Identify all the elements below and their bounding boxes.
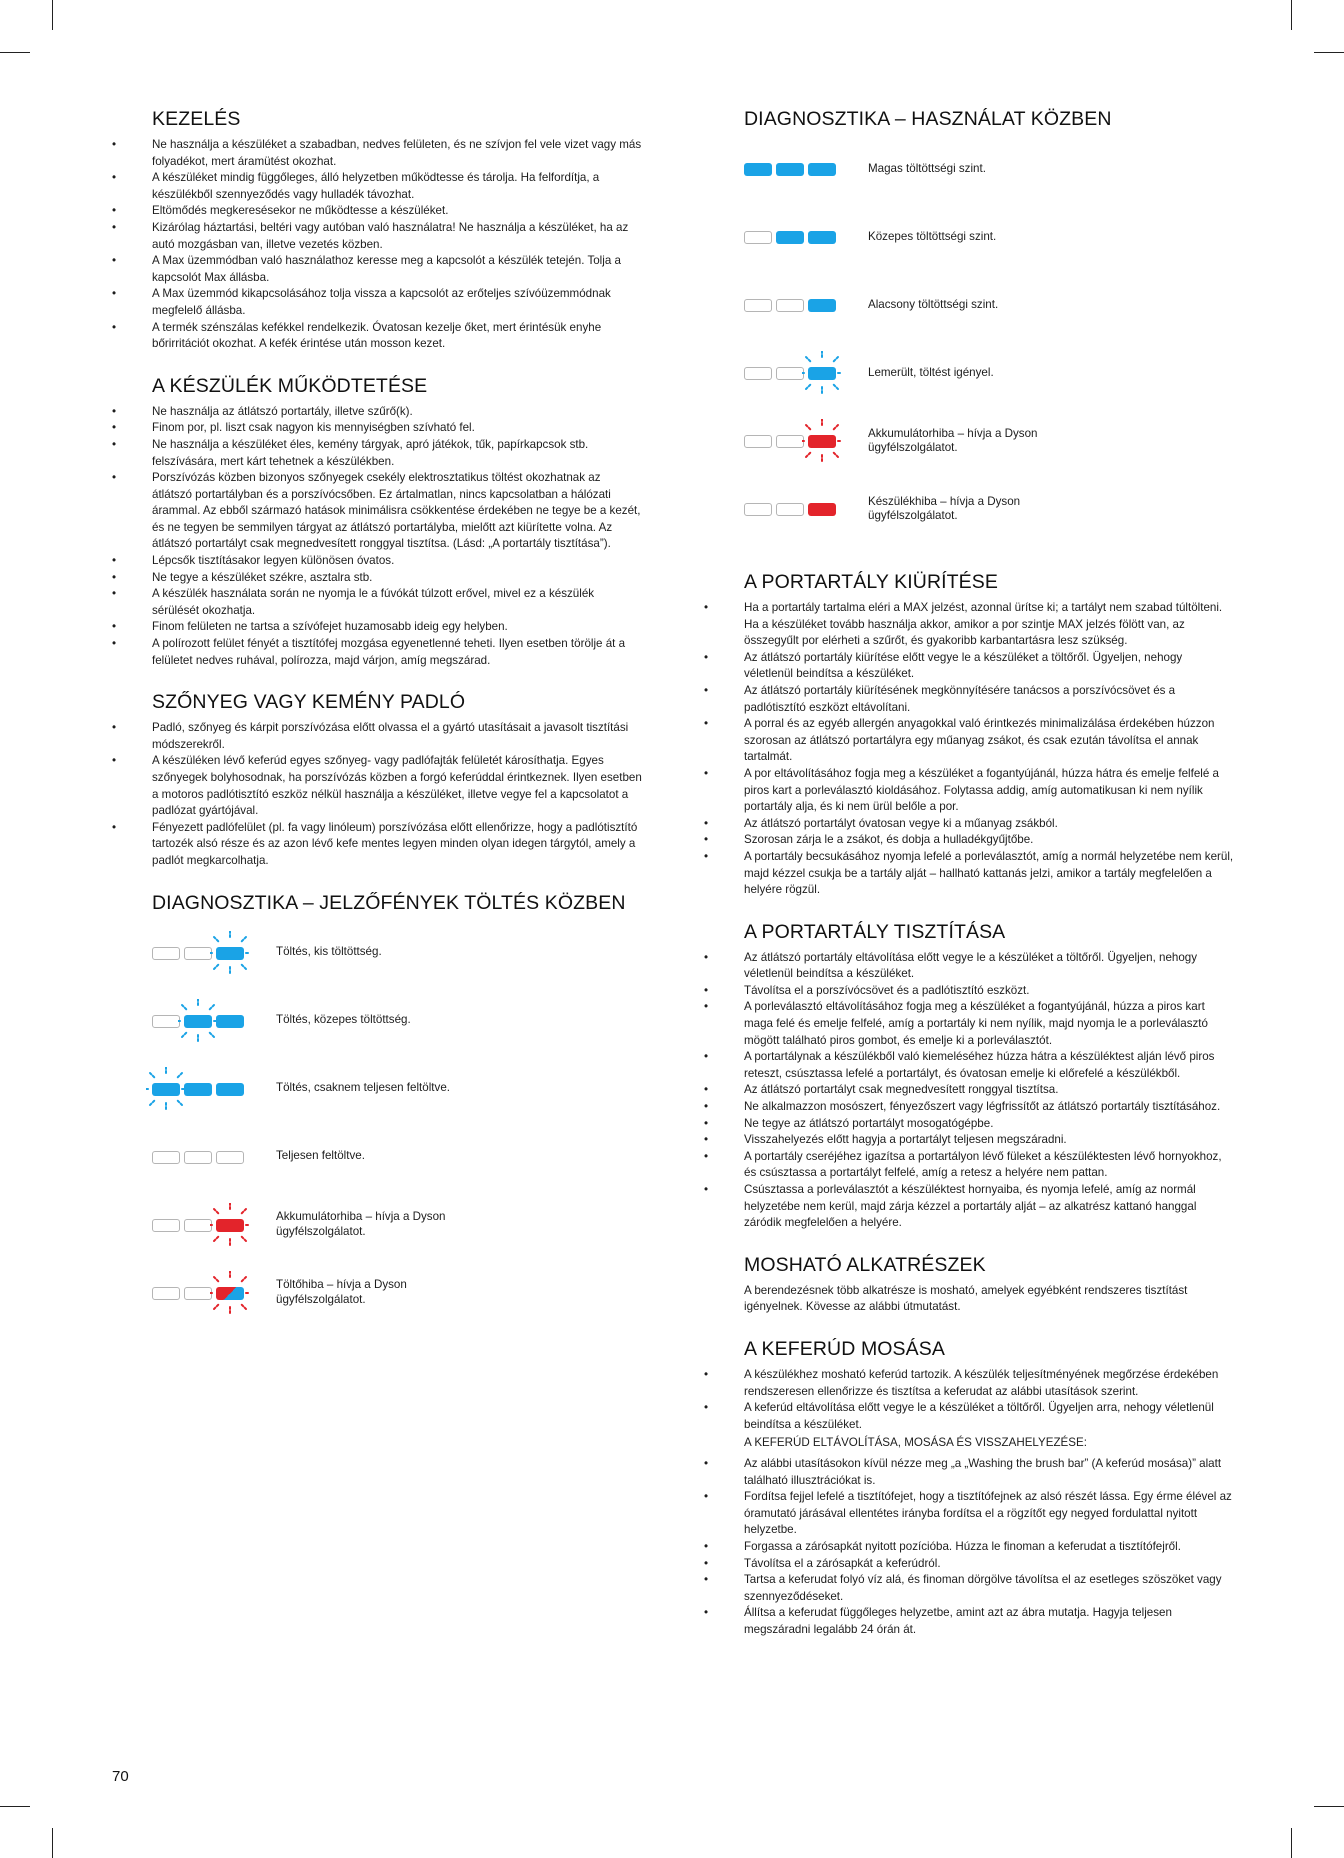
led-blue: [216, 1083, 244, 1096]
led-indicator: [744, 499, 844, 519]
section-mukodtetes: [112, 375, 642, 670]
list-item: • Porszívózás közben bizonyos szőnyegek csekély elektrosztatikus töltést okozhatnak az átlátszó portartályban és a porszívócsőben. Ez ártalmatlan, nincs kapcsolatban a hálózati árammal. Az ebből származó hatások minimálisra csökkentése érdekében ne tegye be a kezét, és ne tegyen be semmilyen tárgyat az átlátszó portartályba, mielőtt azt kiürítette volna. Az átlátszó portartályt csak megnedvesített ronggyal tisztítsa. (Lásd: „A portartály tisztítása”).: [112, 470, 642, 553]
crop-mark: [1314, 1806, 1344, 1807]
list-item: • Eltömődés megkeresésekor ne működtesse a készüléket.: [112, 203, 642, 220]
led-indicator: [152, 943, 252, 963]
flashing-rays-icon: [146, 1067, 186, 1111]
diagnostic-label: Magas töltöttségi szint.: [868, 161, 986, 175]
diagnostic-label: Teljesen feltöltve.: [276, 1149, 365, 1163]
list-item: • Állítsa a keferudat függőleges helyzetbe, amint azt az ábra mutatja. Hagyja teljesen megszáradni legalább 24 órán át.: [704, 1605, 1234, 1638]
led-red: [808, 503, 836, 516]
list-item: • A készülék használata során ne nyomja le a fúvókát túlzott erővel, mivel ez a készülék sérülését okozhatja.: [112, 586, 642, 619]
flashing-rays-icon: [802, 351, 842, 395]
list-item: • Tartsa a keferudat folyó víz alá, és finoman dörgölve távolítsa el az esetleges szöszöket vagy szennyeződéseket.: [704, 1572, 1234, 1605]
diagnostic-row: [152, 1191, 642, 1259]
diagnostic-label: Töltőhiba – hívja a Dyson ügyfélszolgálatot.: [276, 1278, 407, 1306]
led-off: [184, 947, 212, 960]
list-item: • A porleválasztó eltávolításához fogja meg a készüléket a fogantyújánál, húzza a piros kart maga felé és emelje felfelé, amíg a portartály ki nem nyílik, majd nyomja le a porleválasztó mögött található piros gombot, és emelje ki a porleválasztót.: [704, 999, 1234, 1049]
list-item: • Az átlátszó portartály eltávolítása előtt vegye le a készüléket a töltőről. Ügyeljen, nehogy véletlenül beindítsa a készüléket.: [704, 950, 1234, 983]
led-indicator: [152, 1011, 252, 1031]
list-item: • Az átlátszó portartályt óvatosan vegye ki a műanyag zsákból.: [704, 816, 1234, 833]
list-item: • Ne tegye az átlátszó portartályt mosogatógépbe.: [704, 1116, 1234, 1133]
bullet-list: [112, 720, 642, 869]
subheading: A KEFERÚD ELTÁVOLÍTÁSA, MOSÁSA ÉS VISSZAHELYEZÉSE:: [744, 1436, 1087, 1450]
section-title: MOSHATÓ ALKATRÉSZEK: [744, 1253, 986, 1276]
led-blue: [776, 231, 804, 244]
led-blue: [184, 1083, 212, 1096]
diagnostic-label: Akkumulátorhiba – hívja a Dyson ügyfélszolgálatot.: [868, 426, 1038, 454]
diagnostic-row: [152, 919, 642, 987]
section-text: A berendezésnek több alkatrésze is mosható, amelyek egyébként rendszeres tisztítást igényelnek. Kövesse az alábbi útmutatást.: [744, 1283, 1188, 1314]
crop-mark: [52, 0, 53, 30]
list-item: • Padló, szőnyeg és kárpit porszívózása előtt olvassa el a gyártó utasításait a javasolt tisztítási módszerekről.: [112, 720, 642, 753]
ray: [241, 1304, 246, 1309]
led-off: [776, 299, 804, 312]
led-off: [776, 367, 804, 380]
section-title: A KEFERÚD MOSÁSA: [744, 1337, 945, 1360]
list-item: • Fényezett padlófelület (pl. fa vagy linóleum) porszívózása előtt ellenőrizze, hogy a padlótisztító tartozék alsó része és az azon lévő kefe mentes legyen minden olyan idegen tárgytól, amely a padlót megkarcolhatja.: [112, 820, 642, 870]
diagnostic-label: Lemerült, töltést igényel.: [868, 365, 994, 379]
list-item: • Finom por, pl. liszt csak nagyon kis mennyiségben szívható fel.: [112, 420, 642, 437]
list-item: • Távolítsa el a porszívócsövet és a padlótisztító eszközt.: [704, 983, 1234, 1000]
list-item: • Forgassa a zárósapkát nyitott pozícióba. Húzza le finoman a keferudat a tisztítófejről.: [704, 1539, 1234, 1556]
ray: [241, 1236, 246, 1241]
ray: [214, 937, 219, 942]
led-indicator: [152, 1079, 252, 1099]
list-item: • Ne alkalmazzon mosószert, fényezőszert vagy légfrissítőt az átlátszó portartály tisztításához.: [704, 1099, 1234, 1116]
section-title: DIAGNOSZTIKA – JELZŐFÉNYEK TÖLTÉS KÖZBEN: [152, 891, 626, 914]
section-title: DIAGNOSZTIKA – HASZNÁLAT KÖZBEN: [744, 108, 1112, 130]
flashing-rays-icon: [802, 419, 842, 463]
section-kezeles: [112, 108, 642, 353]
led-off: [152, 1287, 180, 1300]
page-number: 70: [112, 1768, 129, 1785]
list-item: • Távolítsa el a zárósapkát a keferúdról.: [704, 1556, 1234, 1573]
crop-mark: [0, 1806, 30, 1807]
diagnostic-label: Akkumulátorhiba – hívja a Dyson ügyfélszolgálatot.: [276, 1210, 446, 1238]
ray: [177, 1100, 182, 1105]
led-blue: [776, 163, 804, 176]
ray: [806, 425, 811, 430]
diagnostic-table: [152, 919, 642, 1327]
led-indicator: [744, 159, 844, 179]
led-indicator: [744, 227, 844, 247]
crop-mark: [1291, 1828, 1292, 1858]
list-item: • A készüléket mindig függőleges, álló helyzetben működtesse és tárolja. Ha felfordítja, a készülékből szennyeződés vagy hulladék távozhat.: [112, 170, 642, 203]
list-item: • Az átlátszó portartályt csak megnedvesített ronggyal tisztítsa.: [704, 1082, 1234, 1099]
diagnostic-row: [152, 987, 642, 1055]
ray: [214, 1209, 219, 1214]
led-indicator: [152, 1283, 252, 1303]
list-item: • Visszahelyezés előtt hagyja a portartályt teljesen megszáradni.: [704, 1132, 1234, 1149]
led-off: [744, 435, 772, 448]
ray: [177, 1073, 182, 1078]
led-indicator: [152, 1147, 252, 1167]
crop-mark: [0, 52, 30, 53]
list-item: • A keferúd eltávolítása előtt vegye le a készüléket a töltőről. Ügyeljen arra, nehogy véletlenül beindítsa a készüléket.: [704, 1400, 1234, 1433]
ray: [150, 1100, 155, 1105]
ray: [241, 1277, 246, 1282]
diagnostic-row: [744, 339, 1234, 407]
led-off: [744, 367, 772, 380]
list-item: • Ha a portartály tartalma eléri a MAX jelzést, azonnal ürítse ki; a tartályt nem szabad túltölteni. Ha a készüléket tovább használja akkor, amikor a por szintje MAX jelzés fölött van, az összegyűlt por elérheti a szűrőt, és gyakoribb karbantartásra lesz szükség.: [704, 600, 1234, 650]
list-item: • A por eltávolításához fogja meg a készüléket a fogantyújánál, húzza hátra és emelje felfelé a piros kart a porleválasztó kioldásához. Folytassa addig, amíg automatikusan ki nem nyílik portartály alja, és ki nem ürül belőle a por.: [704, 766, 1234, 816]
ray: [214, 964, 219, 969]
left-column: [112, 108, 642, 1327]
section-diag-hasznalat: [704, 108, 1234, 543]
ray: [209, 1005, 214, 1010]
diagnostic-row: [152, 1259, 642, 1327]
list-item: • Ne használja a készüléket a szabadban, nedves felületen, és ne szívjon fel vele vizet vagy más folyadékot, mert áramütést okozhat.: [112, 137, 642, 170]
ray: [241, 964, 246, 969]
ray: [214, 1236, 219, 1241]
crop-mark: [1314, 52, 1344, 53]
list-item: • Ne használja a készüléket éles, kemény tárgyak, apró játékok, tűk, papírkapcsok stb. felszívására, mert kárt tehetnek a készülékben.: [112, 437, 642, 470]
diagnostic-label: Készülékhiba – hívja a Dyson ügyfélszolgálatot.: [868, 494, 1021, 522]
led-off: [152, 1015, 180, 1028]
led-blue: [808, 163, 836, 176]
led-off: [744, 231, 772, 244]
led-indicator: [744, 363, 844, 383]
list-item: • A portartály becsukásához nyomja lefelé a porleválasztót, amíg a normál helyzetébe nem kerül, majd kézzel csukja be a tartály alját – hallható kattanás jelzi, amikor a tartály megfelelően a helyére rögzül.: [704, 849, 1234, 899]
diagnostic-row: [152, 1055, 642, 1123]
list-item: • A porral és az egyéb allergén anyagokkal való érintkezés minimalizálása érdekében húzzon szorosan az átlátszó portartályra egy műanyag zsákot, és csak ezután távolítsa el annak tartalmát.: [704, 716, 1234, 766]
ray: [806, 452, 811, 457]
led-off: [152, 1151, 180, 1164]
led-blue: [808, 231, 836, 244]
list-item: • Ne használja az átlátszó portartály, illetve szűrő(k).: [112, 404, 642, 421]
section-moshato: [704, 1254, 1234, 1316]
ray: [241, 1209, 246, 1214]
ray: [806, 357, 811, 362]
led-blue: [744, 163, 772, 176]
diagnostic-row: [744, 271, 1234, 339]
list-item: • Csúsztassa a porleválasztót a készüléktest hornyaiba, és nyomja lefelé, amíg az normál helyzetébe nem kerül, majd zárja kézzel a portartály alját – az alkatrész kattanó hanggal záródik megfelelően a helyére.: [704, 1182, 1234, 1232]
bullet-list: [704, 600, 1234, 899]
diagnostic-row: [152, 1123, 642, 1191]
led-off: [744, 299, 772, 312]
list-item: • A termék szénszálas kefékkel rendelkezik. Óvatosan kezelje őket, mert érintésük enyhe bőrirritációt okozhat. A kefék érintése után mosson kezet.: [112, 320, 642, 353]
section-diag-toltes: [112, 892, 642, 1327]
list-item: • Az átlátszó portartály kiürítésének megkönnyítésére tanácsos a porszívócsövet és a padlótisztító eszközt eltávolítani.: [704, 683, 1234, 716]
ray: [833, 425, 838, 430]
crop-mark: [52, 1828, 53, 1858]
list-item: • Lépcsők tisztításakor legyen különösen óvatos.: [112, 553, 642, 570]
diagnostic-row: [744, 475, 1234, 543]
ray: [209, 1032, 214, 1037]
section-szonyeg: [112, 691, 642, 869]
led-indicator: [152, 1215, 252, 1235]
right-column: [704, 108, 1234, 1660]
list-item: • Ne tegye a készüléket székre, asztalra stb.: [112, 570, 642, 587]
crop-mark: [1291, 0, 1292, 30]
list-item: • Az alábbi utasításokon kívül nézze meg „a „Washing the brush bar” (A keferúd mosása)” alatt található illusztrációkat is.: [704, 1456, 1234, 1489]
led-off: [184, 1151, 212, 1164]
diagnostic-label: Töltés, közepes töltöttség.: [276, 1013, 411, 1027]
list-item: • Finom felületen ne tartsa a szívófejet huzamosabb ideig egy helyben.: [112, 619, 642, 636]
led-off: [184, 1219, 212, 1232]
diagnostic-table: [744, 135, 1234, 543]
ray: [214, 1277, 219, 1282]
section-title: KEZELÉS: [152, 108, 241, 130]
diagnostic-label: Közepes töltöttségi szint.: [868, 229, 997, 243]
ray: [182, 1005, 187, 1010]
section-kiurites: [704, 571, 1234, 899]
bullet-list: [112, 404, 642, 670]
section-keferud: [704, 1338, 1234, 1639]
flashing-rays-icon: [178, 999, 218, 1043]
diagnostic-label: Töltés, csaknem teljesen feltöltve.: [276, 1081, 450, 1095]
list-item: • Kizárólag háztartási, beltéri vagy autóban való használatra! Ne használja a készüléket, ha az autó mozgásban van, illetve vezetés közben.: [112, 220, 642, 253]
led-off: [216, 1151, 244, 1164]
ray: [150, 1073, 155, 1078]
bullet-list: [704, 950, 1234, 1232]
list-item: • A készülékhez mosható keferúd tartozik. A készülék teljesítményének megőrzése érdekében rendszeresen ellenőrizze és tisztítsa a keferudat az alábbi utasítások szerint.: [704, 1367, 1234, 1400]
ray: [182, 1032, 187, 1037]
diagnostic-row: [744, 203, 1234, 271]
list-item: • A Max üzemmód kikapcsolásához tolja vissza a kapcsolót az erőteljes szívóüzemmódnak megfelelő állásba.: [112, 286, 642, 319]
section-tisztitas: [704, 921, 1234, 1232]
list-item: • A polírozott felület fényét a tisztítófej mozgása egyenetlenné teheti. Ilyen esetben törölje át a felületet nedves ruhával, polírozza, majd várjon, amíg megszárad.: [112, 636, 642, 669]
flashing-rays-icon: [210, 1203, 250, 1247]
led-off: [776, 503, 804, 516]
ray: [833, 384, 838, 389]
led-off: [744, 503, 772, 516]
ray: [833, 357, 838, 362]
list-item: • Szorosan zárja le a zsákot, és dobja a hulladékgyűjtőbe.: [704, 832, 1234, 849]
led-indicator: [744, 295, 844, 315]
section-title: A KÉSZÜLÉK MŰKÖDTETÉSE: [152, 374, 428, 397]
diagnostic-label: Alacsony töltöttségi szint.: [868, 297, 999, 311]
flashing-rays-icon: [210, 1271, 250, 1315]
ray: [241, 937, 246, 942]
led-off: [184, 1287, 212, 1300]
bullet-list: [704, 1367, 1234, 1433]
diagnostic-row: [744, 135, 1234, 203]
list-item: • A Max üzemmódban való használathoz keresse meg a kapcsolót a készülék tetején. Tolja a kapcsolót Max állásba.: [112, 253, 642, 286]
ray: [833, 452, 838, 457]
led-blue: [808, 299, 836, 312]
diagnostic-label: Töltés, kis töltöttség.: [276, 945, 382, 959]
section-title: A PORTARTÁLY KIÜRÍTÉSE: [744, 571, 998, 593]
bullet-list: [112, 137, 642, 353]
list-item: • A készüléken lévő keferúd egyes szőnyeg- vagy padlófajták felületét károsíthatja. Egyes szőnyegek bolyhosodnak, ha porszívózás közben a forgó keferúddal érintkeznek. Ilyen esetben a motoros padlótisztító eszköz nélkül használja a készüléket, illetve vegye fel a kapcsolatot a padlózat gyártójával.: [112, 753, 642, 819]
diagnostic-row: [744, 407, 1234, 475]
led-blue: [216, 1015, 244, 1028]
list-item: • Fordítsa fejjel lefelé a tisztítófejet, hogy a tisztítófejnek az alsó részét lássa. Egy érme élével az óramutató járásával ellentétes irányba fordítsa el a rögzítőt egy negyed fordulattal nyitott helyzetbe.: [704, 1489, 1234, 1539]
bullet-list: [704, 1456, 1234, 1639]
led-indicator: [744, 431, 844, 451]
section-title: A PORTARTÁLY TISZTÍTÁSA: [744, 920, 1006, 943]
section-title: SZŐNYEG VAGY KEMÉNY PADLÓ: [152, 691, 466, 714]
ray: [214, 1304, 219, 1309]
led-off: [152, 947, 180, 960]
led-off: [776, 435, 804, 448]
flashing-rays-icon: [210, 931, 250, 975]
list-item: • A portartály cseréjéhez igazítsa a portartályon lévő füleket a készüléktesten lévő hornyokhoz, és csúsztassa a portartályt felfelé, amíg a retesz a helyére nem pattan.: [704, 1149, 1234, 1182]
list-item: • Az átlátszó portartály kiürítése előtt vegye le a készüléket a töltőről. Ügyeljen, nehogy véletlenül beindítsa a készüléket.: [704, 650, 1234, 683]
led-off: [152, 1219, 180, 1232]
ray: [806, 384, 811, 389]
list-item: • A portartálynak a készülékből való kiemeléséhez húzza hátra a készüléktest alján lévő piros reteszt, csúsztassa lefelé a portartályt, és óvatosan emelje ki előrefelé a készülékből.: [704, 1049, 1234, 1082]
